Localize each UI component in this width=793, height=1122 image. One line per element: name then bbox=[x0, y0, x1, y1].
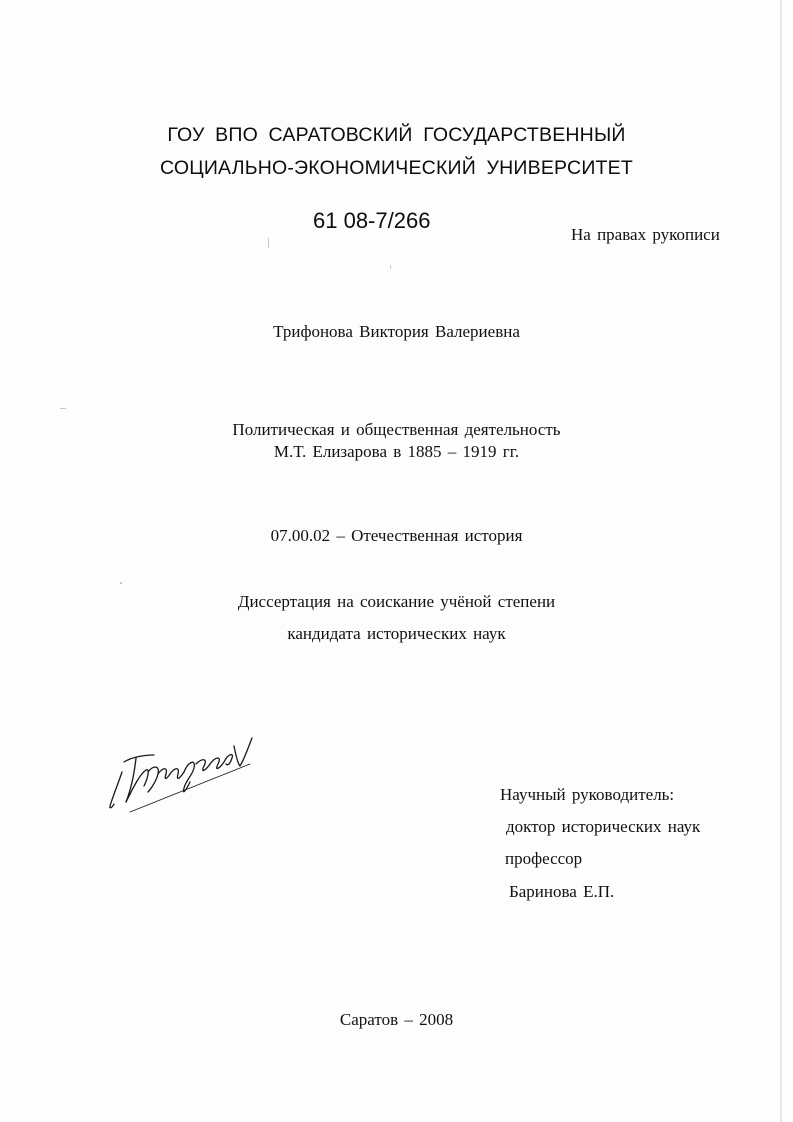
scan-speck bbox=[268, 238, 269, 248]
place-and-year: Саратов – 2008 bbox=[339, 1010, 454, 1029]
university-line-2: СОЦИАЛЬНО-ЭКОНОМИЧЕСКИЙ УНИВЕРСИТЕТ bbox=[160, 157, 633, 179]
author-name: Трифонова Виктория Валериевна bbox=[273, 322, 520, 341]
dissertation-title-line-1: Политическая и общественная деятельность bbox=[232, 420, 561, 439]
supervisor-rank: профессор bbox=[505, 849, 583, 868]
university-line-1: ГОУ ВПО САРАТОВСКИЙ ГОСУДАРСТВЕННЫЙ bbox=[167, 124, 626, 146]
manuscript-note: На правах рукописи bbox=[571, 225, 720, 244]
dissertation-title-line-2: М.Т. Елизарова в 1885 – 1919 гг. bbox=[273, 442, 520, 461]
archive-stamp: 61 08-7/266 bbox=[313, 208, 431, 233]
supervisor-label: Научный руководитель: bbox=[500, 785, 675, 804]
scan-speck bbox=[120, 582, 122, 584]
scan-speck bbox=[60, 408, 66, 409]
specialty-code: 07.00.02 – Отечественная история bbox=[270, 526, 523, 545]
supervisor-name: Баринова Е.П. bbox=[509, 882, 615, 901]
degree-line-1: Диссертация на соискание учёной степени bbox=[237, 592, 556, 611]
degree-line-2: кандидата исторических наук bbox=[287, 624, 506, 643]
scan-speck bbox=[390, 265, 391, 269]
supervisor-degree: доктор исторических наук bbox=[506, 817, 701, 836]
author-signature bbox=[100, 728, 260, 820]
